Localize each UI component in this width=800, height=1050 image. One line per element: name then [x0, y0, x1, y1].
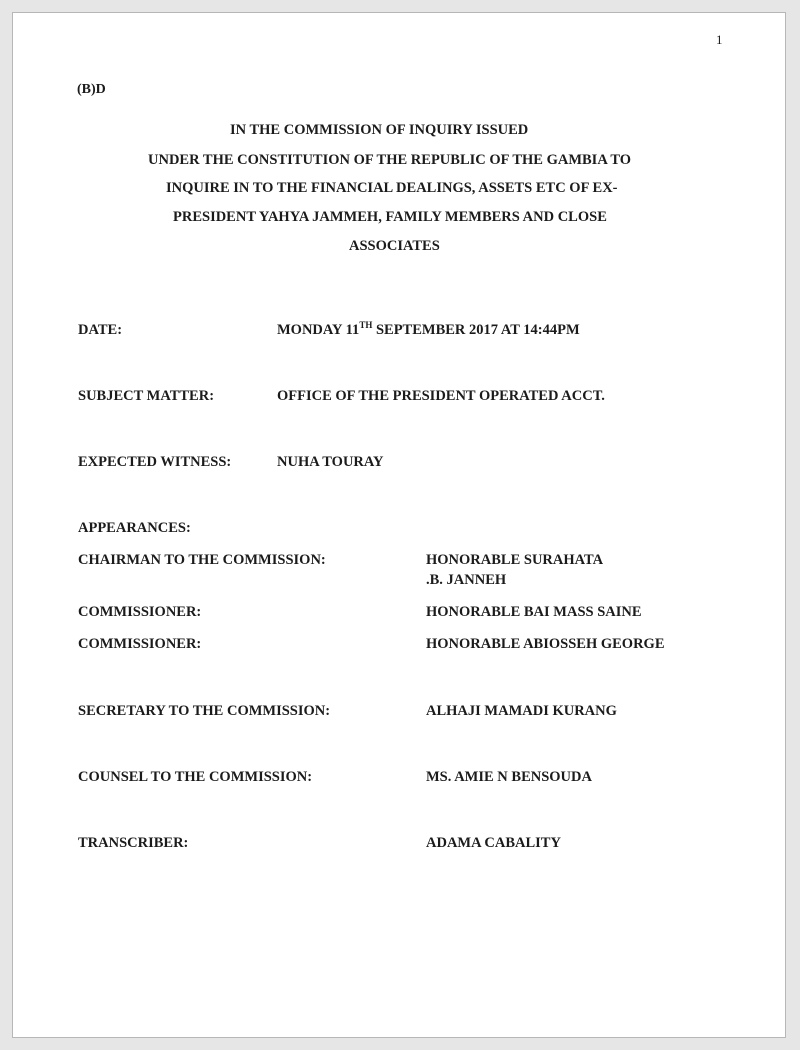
- heading-line-4: PRESIDENT YAHYA JAMMEH, FAMILY MEMBERS AND CLOSE: [173, 209, 607, 225]
- witness-value: NUHA TOURAY: [277, 454, 384, 470]
- commissioner-1-value: HONORABLE BAI MASS SAINE: [426, 604, 642, 620]
- transcriber-value: ADAMA CABALITY: [426, 835, 561, 851]
- witness-label: EXPECTED WITNESS:: [78, 454, 232, 470]
- date-value-day: MONDAY 11: [277, 322, 360, 338]
- document-page: [12, 12, 786, 1038]
- date-label: DATE:: [78, 322, 123, 338]
- heading-line-5: ASSOCIATES: [349, 238, 440, 254]
- document-reference: (B)D: [77, 82, 106, 97]
- commissioner-1-label: COMMISSIONER:: [78, 604, 202, 620]
- chairman-value-line-1: HONORABLE SURAHATA: [426, 552, 604, 568]
- date-value-rest: SEPTEMBER 2017 AT 14:44PM: [372, 322, 580, 338]
- date-value-ordinal: TH: [359, 320, 373, 330]
- heading-line-3: INQUIRE IN TO THE FINANCIAL DEALINGS, ASSETS ETC OF EX-: [166, 180, 618, 196]
- transcriber-label: TRANSCRIBER:: [78, 835, 189, 851]
- counsel-label: COUNSEL TO THE COMMISSION:: [78, 769, 313, 785]
- heading-line-1: IN THE COMMISSION OF INQUIRY ISSUED: [230, 122, 529, 138]
- page-number: 1: [716, 32, 723, 47]
- appearances-heading: APPEARANCES:: [78, 520, 191, 536]
- commissioner-2-value: HONORABLE ABIOSSEH GEORGE: [426, 636, 665, 652]
- counsel-value: MS. AMIE N BENSOUDA: [426, 769, 592, 785]
- subject-label: SUBJECT MATTER:: [78, 388, 215, 404]
- subject-value: OFFICE OF THE PRESIDENT OPERATED ACCT.: [277, 388, 605, 404]
- commissioner-2-label: COMMISSIONER:: [78, 636, 202, 652]
- secretary-label: SECRETARY TO THE COMMISSION:: [78, 703, 331, 719]
- chairman-value: [426, 550, 603, 590]
- secretary-value: ALHAJI MAMADI KURANG: [426, 703, 617, 719]
- heading-line-2: UNDER THE CONSTITUTION OF THE REPUBLIC OF THE GAMBIA TO: [148, 152, 632, 168]
- chairman-value-line-2: .B. JANNEH: [426, 572, 507, 588]
- date-value: [277, 322, 580, 339]
- chairman-label: CHAIRMAN TO THE COMMISSION:: [78, 552, 326, 568]
